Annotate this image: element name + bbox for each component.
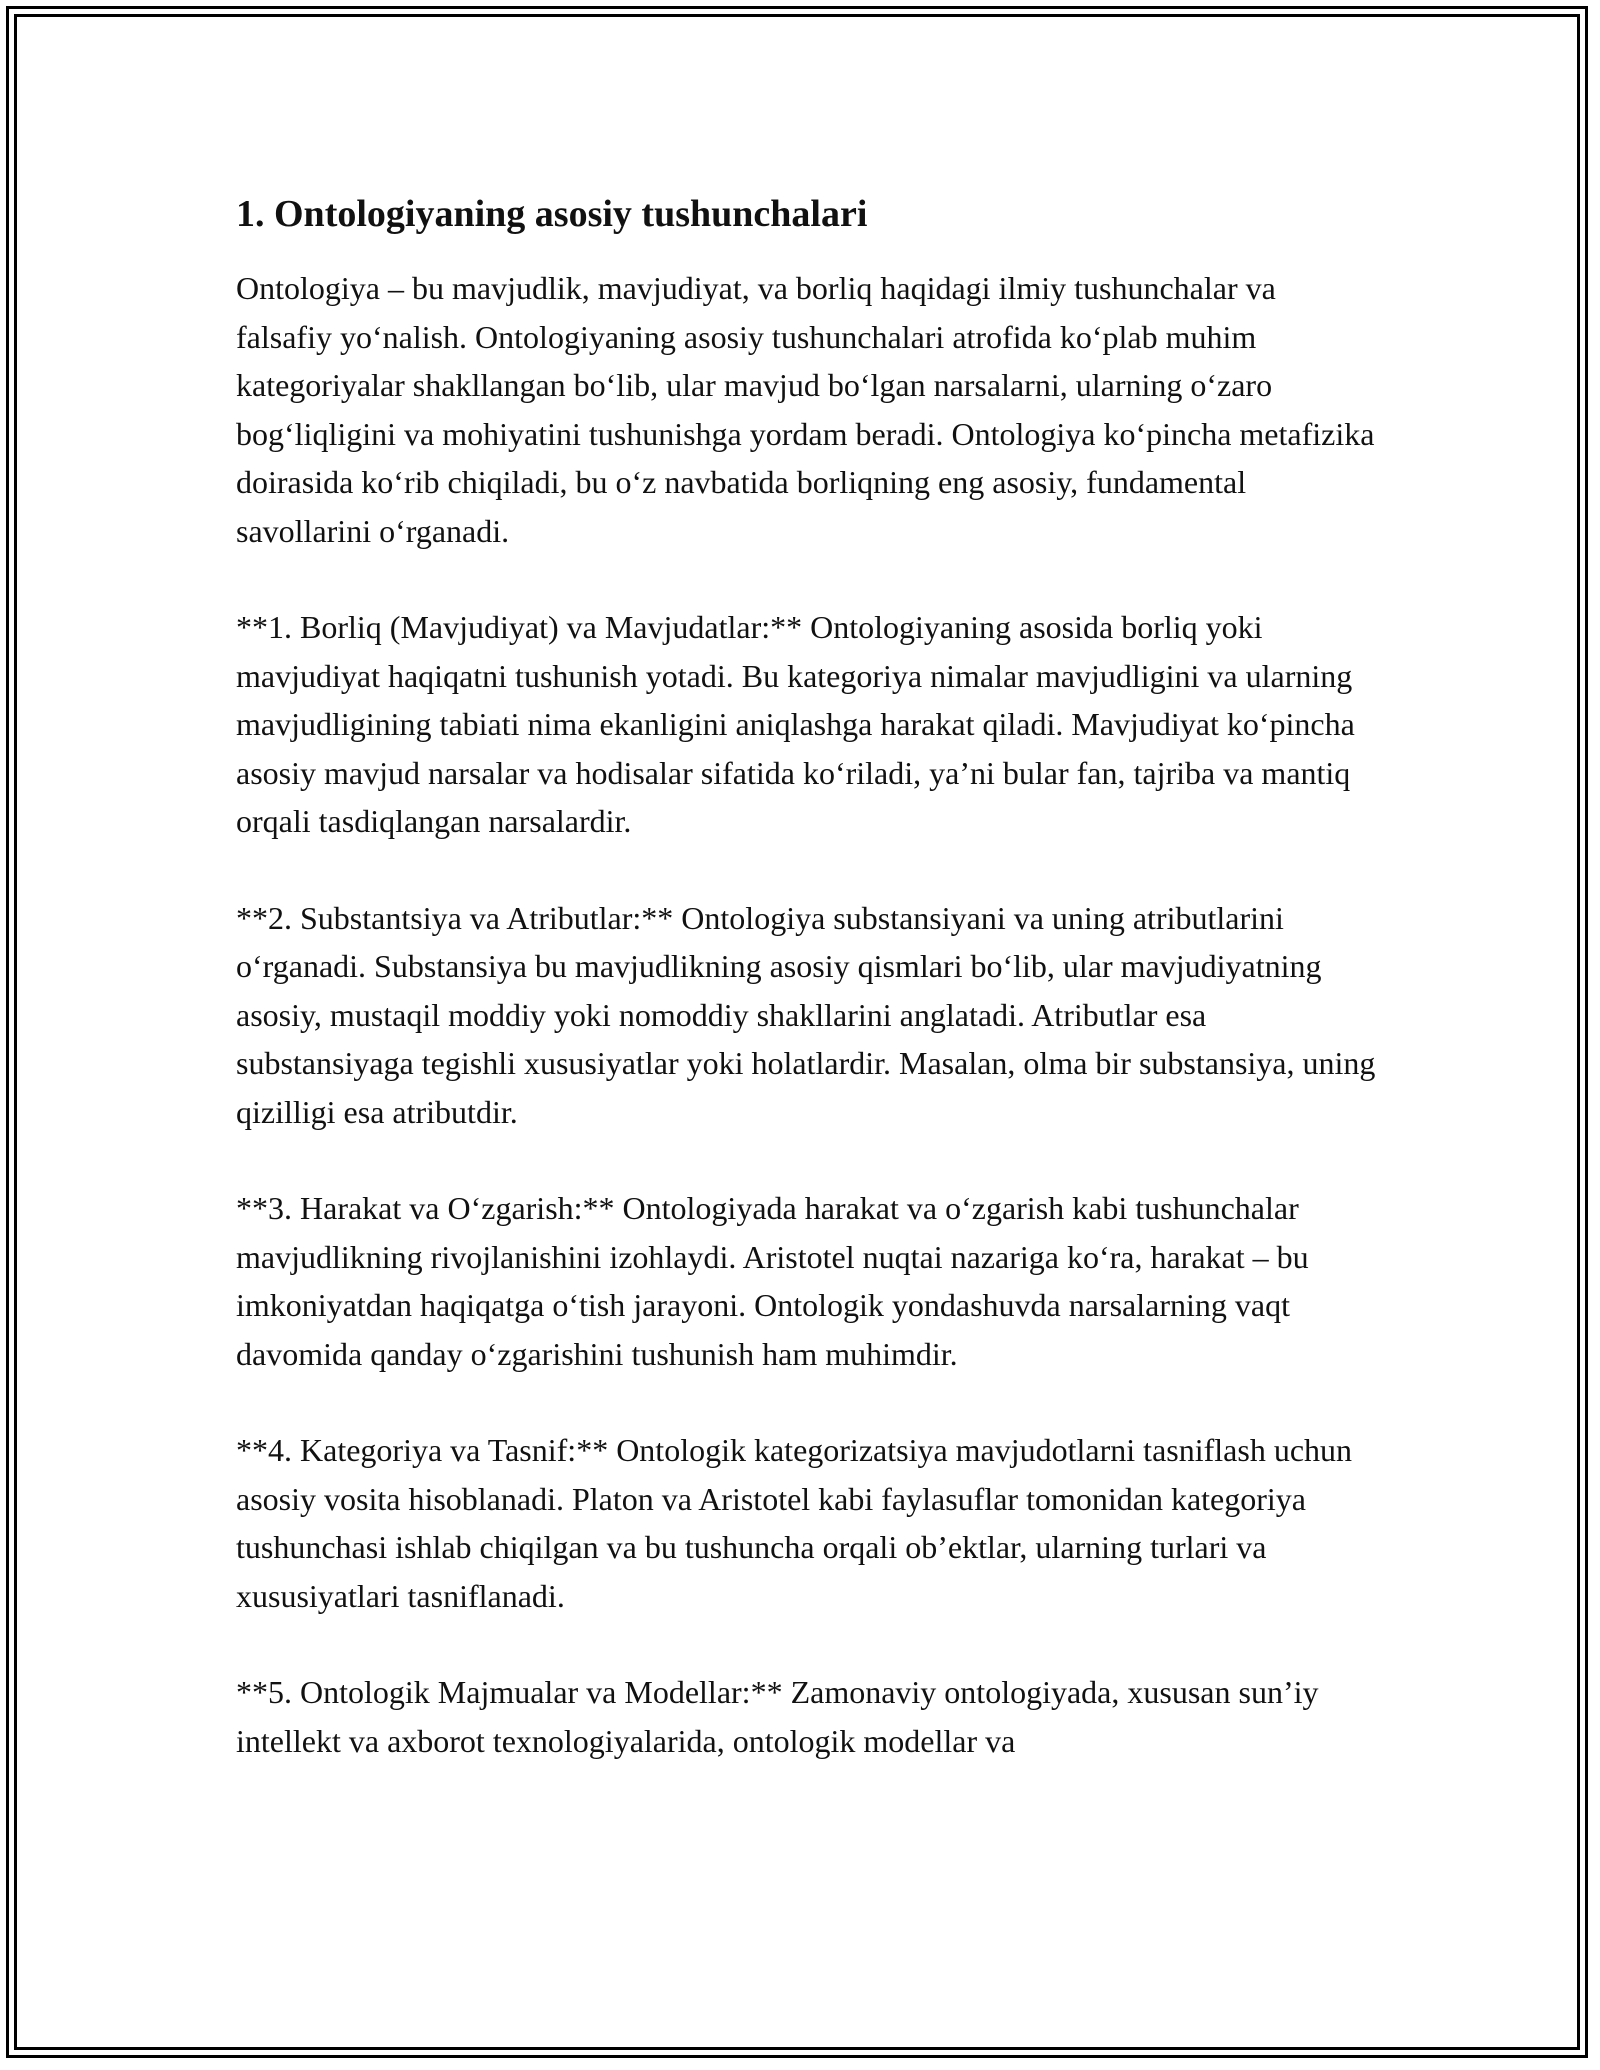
paragraph-harakat: **3. Harakat va O‘zgarish:** Ontologiyada harakat va o‘zgarish kabi tushunchalar mavjudlikning rivojlanishini izohlaydi. Aristotel nuqtai nazariga ko‘ra, harakat – bu imkoniyatdan haqiqatga o‘tish jarayoni. Ontologik yondashuvda narsalarning vaqt davomida qanday o‘zgarishini tushunish ham muhimdir. — [236, 1190, 1309, 1372]
paragraph-borliq: **1. Borliq (Mavjudiyat) va Mavjudatlar:** Ontologiyaning asosida borliq yoki mavjudiyat haqiqatni tushunish yotadi. Bu kategoriya nimalar mavjudligini va ularning mavjudligining tabiati nima ekanligini aniqlashga harakat qiladi. Mavjudiyat ko‘pincha asosiy mavjud narsalar va hodisalar sifatida ko‘riladi, ya’ni bular fan, tajriba va mantiq orqali tasdiqlangan narsalardir. — [236, 609, 1355, 839]
section-heading: 1. Ontologiyaning asosiy tushunchalari — [236, 193, 868, 235]
paragraph-majmualar: **5. Ontologik Majmualar va Modellar:** Zamonaviy ontologiyada, xususan sun’iy intellekt va axborot texnologiyalarida, ontologik modellar va — [236, 1674, 1319, 1759]
paragraph-intro: Ontologiya – bu mavjudlik, mavjudiyat, va borliq haqidagi ilmiy tushunchalar va falsafiy yo‘nalish. Ontologiyaning asosiy tushunchalari atrofida ko‘plab muhim kategoriyalar shakllangan bo‘lib, ular mavjud bo‘lgan narsalarni, ularning o‘zaro bog‘liqligini va mohiyatini tushunishga yordam beradi. Ontologiya ko‘pincha metafizika doirasida ko‘rib chiqiladi, bu o‘z navbatida borliqning eng asosiy, fundamental savollarini o‘rganadi. — [236, 270, 1375, 549]
document-body — [236, 190, 1376, 1813]
paragraph-substantsiya: **2. Substantsiya va Atributlar:** Ontologiya substansiyani va uning atributlarini o‘rganadi. Substansiya bu mavjudlikning asosiy qismlari bo‘lib, ular mavjudiyatning asosiy, mustaqil moddiy yoki nomoddiy shakllarini anglatadi. Atributlar esa substansiyaga tegishli xususiyatlar yoki holatlardir. Masalan, olma bir substansiya, uning qizilligi esa atributdir. — [236, 899, 1376, 1130]
paragraph-kategoriya: **4. Kategoriya va Tasnif:** Ontologik kategorizatsiya mavjudotlarni tasniflash uchun asosiy vosita hisoblanadi. Platon va Aristotel kabi faylasuflar tomonidan kategoriya tushunchasi ishlab chiqilgan va bu tushuncha orqali ob’ektlar, ularning turlari va xususiyatlari tasniflanadi. — [236, 1432, 1353, 1614]
